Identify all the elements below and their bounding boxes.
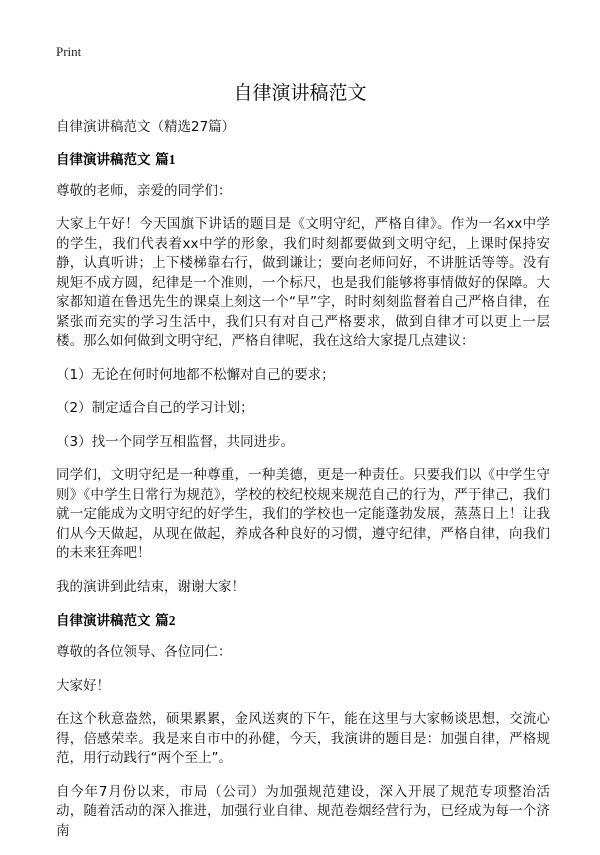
section-heading-1 — [56, 150, 550, 170]
section-heading-text: 自律演讲稿范文 篇 — [56, 151, 169, 168]
list-item: （1）无论在何时何地都不松懈对自己的要求； — [56, 366, 335, 383]
section-heading-2 — [56, 611, 550, 631]
section-heading-number: 2 — [168, 613, 176, 628]
paragraph: 大家上午好！今天国旗下讲话的题目是《文明守纪，严格自律》。作为一名xx中学的学生，我们代表着xx中学的形象，我们时刻都要做到文明守纪，上课时保持安静，认真听讲；上下楼梯靠右行，做到谦让；要向老师问好，不讲脏话等等。没有规矩不成方圆，纪律是一个准则，一个标尺，也是我们能够将事情做好的保障。大家都知道在鲁迅先生的课桌上刻这一个“早”字，时时刻刻监督着自己严格自律，在紧张而充实的学习生活中，我们只有对自己严格要求，做到自律才可以更上一层楼。那么如何做到文明守纪，严格自律呢，我在这给大家提几点建议： — [56, 216, 550, 349]
paragraph: 我的演讲到此结束，谢谢大家！ — [56, 578, 245, 595]
document-subtitle: 自律演讲稿范文（精选27篇） — [56, 119, 236, 135]
list-item: （3）找一个同学互相监督，共同进步。 — [56, 433, 295, 450]
print-link[interactable]: Print — [56, 44, 82, 59]
list-item: （2）制定适合自己的学习计划； — [56, 400, 254, 416]
section-heading-text: 自律演讲稿范文 篇 — [56, 613, 169, 629]
paragraph: 同学们，文明守纪是一种尊重，一种美德，更是一种责任。只要我们以《中学生守则》《中学生日常行为规范》，学校的校纪校规来规范自己的行为，严于律己，我们就一定能成为文明守纪的好学生，我们的学校也一定能蓬勃发展，蒸蒸日上！让我们从今天做起，从现在做起，养成各种良好的习惯，遵守纪律，严格自律，向我们的未来狂奔吧！ — [56, 467, 550, 561]
paragraph: 在这个秋意盎然，硕果累累，金风送爽的下午，能在这里与大家畅谈思想，交流心得，倍感荣幸。我是来自市中的孙健，今天，我演讲的题目是：加强自律，严格规范，用行动践行“两个至上”。 — [56, 711, 550, 766]
page-title: 自律演讲稿范文 — [233, 82, 367, 104]
section-heading-number: 1 — [168, 151, 176, 167]
document-body — [56, 118, 550, 855]
paragraph: 自今年7月份以来，市局（公司）为加强规范建设，深入开展了规范专项整治活动，随着活动的深入推进，加强行业自律、规范卷烟经营行为，已经成为每一个济南 — [56, 783, 550, 839]
paragraph: 尊敬的各位领导、各位同仁： — [56, 644, 232, 660]
paragraph: 大家好！ — [56, 677, 110, 694]
paragraph: 尊敬的老师，亲爱的同学们： — [56, 182, 232, 199]
